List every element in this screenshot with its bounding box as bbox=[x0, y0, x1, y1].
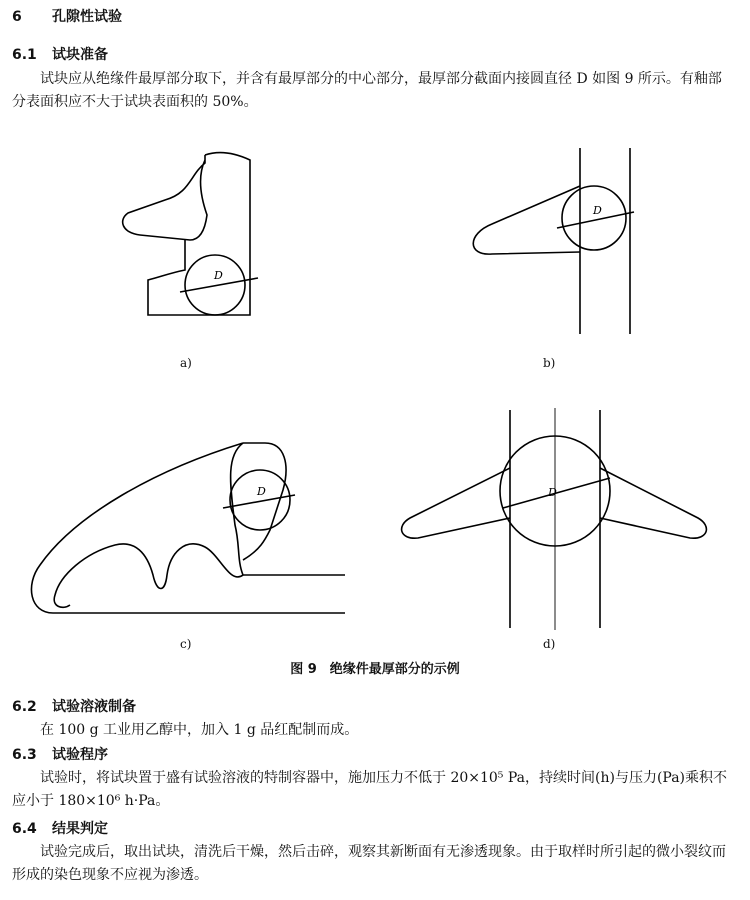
figure-d-left-arm bbox=[402, 468, 510, 538]
paragraph-6-3 bbox=[12, 767, 730, 813]
paragraph-6-1 bbox=[12, 68, 730, 114]
subsection-title: 试块准备 bbox=[52, 47, 108, 63]
subsection-title: 试验程序 bbox=[52, 747, 108, 763]
figure-d-drawing bbox=[398, 408, 710, 630]
subsection-number: 6.1 bbox=[12, 47, 37, 63]
figure-a-d-label: D bbox=[214, 269, 223, 282]
paragraph-text: 试验时，将试块置于盛有试验溶液的特制容器中，施加压力不低于 20×10⁵ Pa，持续时间(h)与压力(Pa)乘积不应小于 180×10⁶ h·Pa。 bbox=[12, 770, 728, 809]
subsection-heading-6-4 bbox=[12, 818, 108, 838]
paragraph-6-4 bbox=[12, 841, 730, 887]
subsection-title: 结果判定 bbox=[52, 821, 108, 837]
figure-d-d-label: D bbox=[548, 486, 557, 499]
figure-a-label: a) bbox=[180, 356, 192, 370]
figure-b-drawing bbox=[462, 146, 642, 336]
paragraph-text: 在 100 g 工业用乙醇中，加入 1 g 品红配制而成。 bbox=[40, 722, 359, 738]
section-number: 6 bbox=[12, 9, 22, 25]
subsection-heading-6-3 bbox=[12, 744, 108, 764]
figure-caption: 图 9 绝缘件最厚部分的示例 bbox=[290, 662, 460, 677]
figure-a-body bbox=[148, 153, 250, 315]
figure-c-circle bbox=[230, 470, 290, 530]
figure-b-circle bbox=[562, 186, 626, 250]
subsection-title: 试验溶液制备 bbox=[52, 699, 136, 715]
subsection-number: 6.3 bbox=[12, 747, 37, 763]
figure-a-drawing bbox=[110, 145, 280, 330]
subsection-heading-6-1 bbox=[12, 44, 108, 64]
figure-b-d-label: D bbox=[593, 204, 602, 217]
figure-d-label: d) bbox=[543, 637, 556, 651]
subsection-number: 6.2 bbox=[12, 699, 37, 715]
figure-b-post bbox=[580, 148, 630, 334]
section-title: 孔隙性试验 bbox=[52, 9, 122, 25]
figure-c-drawing bbox=[15, 435, 350, 625]
paragraph-text: 试块应从绝缘件最厚部分取下，并含有最厚部分的中心部分，最厚部分截面内接圆直径 D 如图 9 所示。有釉部分表面积应不大于试块表面积的 50%。 bbox=[12, 71, 722, 110]
figure-c-label: c) bbox=[180, 637, 192, 651]
subsection-heading-6-2 bbox=[12, 696, 136, 716]
figure-a-outline bbox=[123, 155, 207, 240]
figure-d-right-arm bbox=[600, 468, 706, 538]
paragraph-6-2 bbox=[12, 719, 730, 742]
section-heading bbox=[12, 6, 122, 26]
figure-b-arm bbox=[473, 186, 580, 254]
figure-b-label: b) bbox=[543, 356, 556, 370]
figure-c-sheds bbox=[31, 443, 345, 613]
subsection-number: 6.4 bbox=[12, 821, 37, 837]
figure-c-d-label: D bbox=[257, 485, 266, 498]
paragraph-text: 试验完成后，取出试块，清洗后干燥，然后击碎，观察其新断面有无渗透现象。由于取样时所引起的微小裂纹而形成的染色现象不应视为渗透。 bbox=[12, 844, 726, 883]
